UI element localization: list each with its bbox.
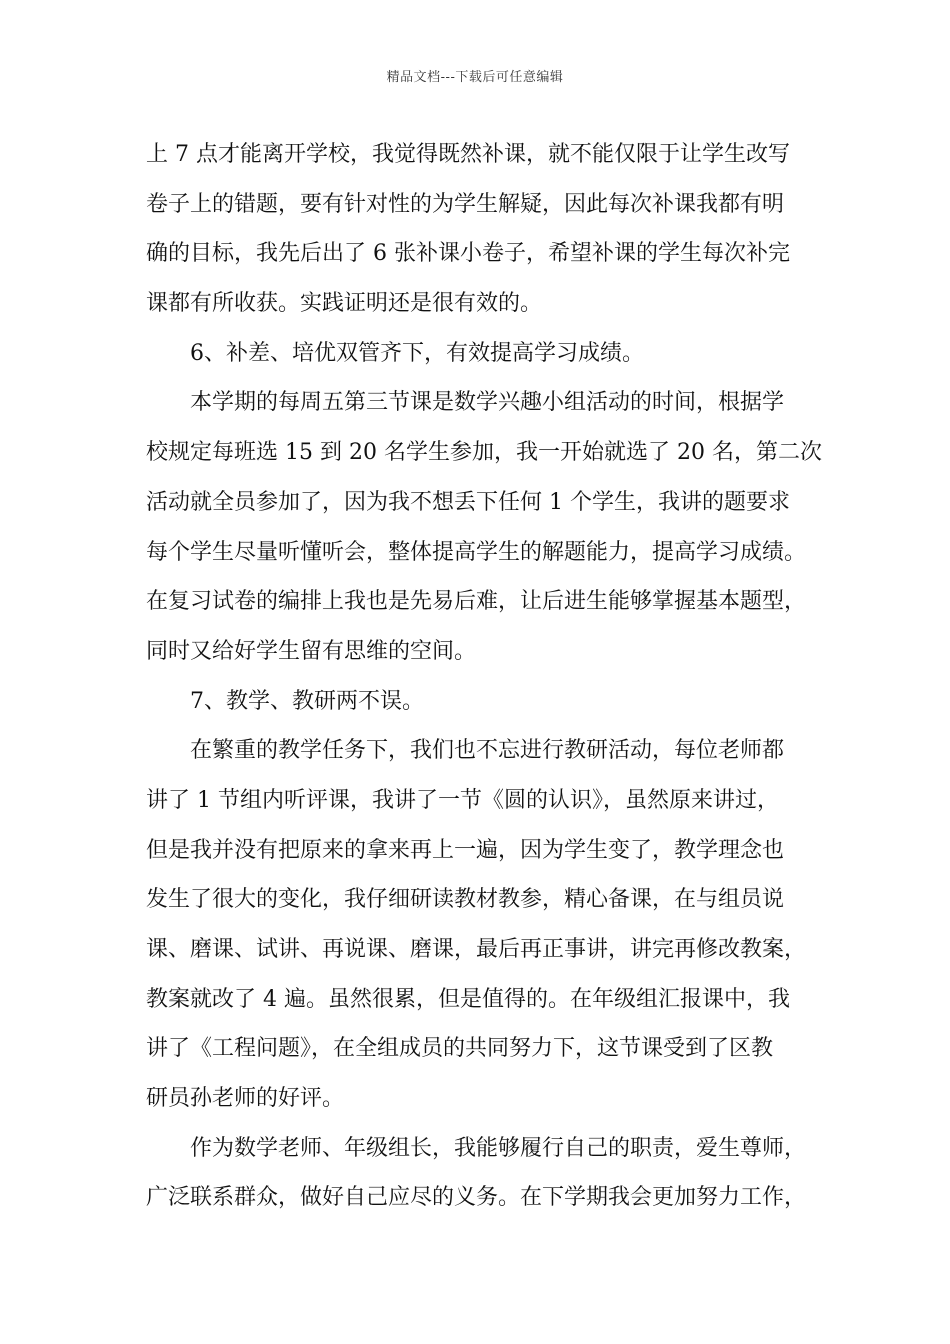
text-line: 发生了很大的变化，我仔细研读教材教参，精心备课，在与组员说 xyxy=(146,887,785,913)
text-line: 课都有所收获。实践证明还是很有效的。 xyxy=(146,291,543,317)
text-line: 6、补差、培优双管齐下，有效提高学习成绩。 xyxy=(190,340,644,366)
text-line: 活动就全员参加了，因为我不想丢下任何 1 个学生，我讲的题要求 xyxy=(146,489,790,515)
text-line: 确的目标，我先后出了 6 张补课小卷子，希望补课的学生每次补完 xyxy=(146,241,790,267)
text-line: 教案就改了 4 遍。虽然很累，但是值得的。在年级组汇报课中，我 xyxy=(146,986,790,1012)
text-line: 讲了 1 节组内听评课，我讲了一节《圆的认识》，虽然原来讲过， xyxy=(146,787,779,813)
text-line: 作为数学老师、年级组长，我能够履行自己的职责，爱生尊师， xyxy=(190,1135,807,1161)
text-line: 课、磨课、试讲、再说课、磨课，最后再正事讲，讲完再修改教案， xyxy=(146,937,807,962)
text-line: 同时又给好学生留有思维的空间。 xyxy=(146,638,477,664)
text-line: 讲了《工程问题》，在全组成员的共同努力下，这节课受到了区教 xyxy=(146,1036,774,1062)
page-header: 精品文档---下载后可任意编辑 xyxy=(386,70,564,85)
text-line: 上 7 点才能离开学校，我觉得既然补课，就不能仅限于让学生改写 xyxy=(146,142,790,167)
text-line: 7、教学、教研两不误。 xyxy=(190,688,424,714)
text-line: 校规定每班选 15 到 20 名学生参加，我一开始就选了 20 名，第二次 xyxy=(146,440,822,466)
text-line: 广泛联系群众，做好自己应尽的义务。在下学期我会更加努力工作， xyxy=(146,1185,807,1211)
text-line: 在复习试卷的编排上我也是先易后难，让后进生能够掌握基本题型， xyxy=(146,589,807,615)
text-line: 本学期的每周五第三节课是数学兴趣小组活动的时间，根据学 xyxy=(190,390,785,416)
text-line: 但是我并没有把原来的拿来再上一遍，因为学生变了，教学理念也 xyxy=(146,837,785,863)
document-body xyxy=(146,130,822,1223)
text-line: 在繁重的教学任务下，我们也不忘进行教研活动，每位老师都 xyxy=(190,738,785,764)
text-line: 卷子上的错题，要有针对性的为学生解疑，因此每次补课我都有明 xyxy=(146,191,785,217)
text-line: 研员孙老师的好评。 xyxy=(146,1086,345,1112)
text-line: 每个学生尽量听懂听会，整体提高学生的解题能力，提高学习成绩。 xyxy=(146,539,807,565)
